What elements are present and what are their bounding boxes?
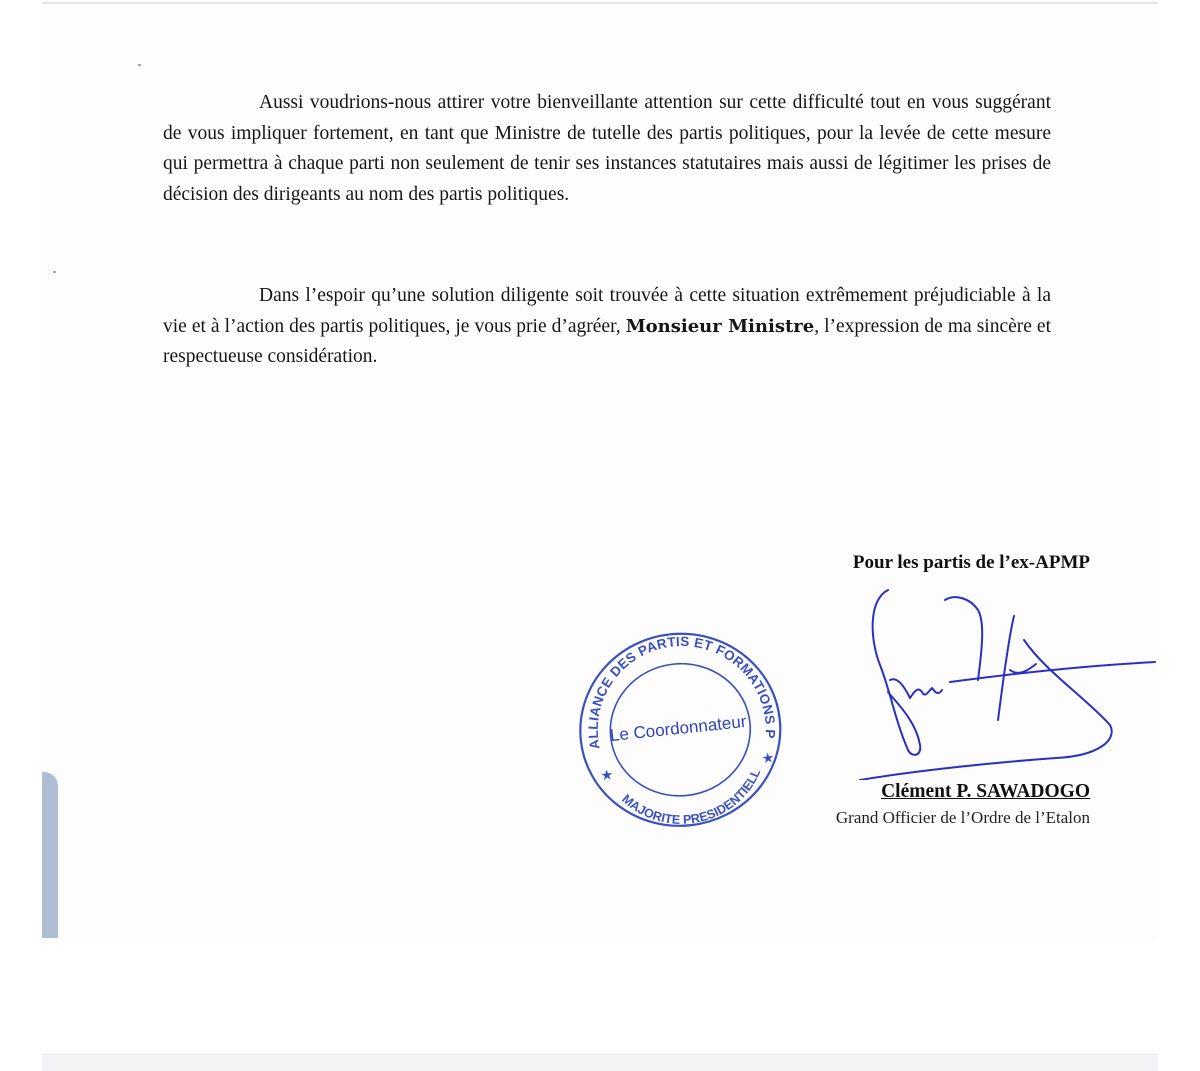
- stamp-star-icon: ★: [599, 767, 615, 785]
- body-paragraph-2: [163, 281, 1051, 373]
- body-paragraph-1: [163, 88, 1051, 210]
- sidebar-tab-handle[interactable]: [42, 772, 58, 938]
- paragraph-2-text-end: , l’expression de ma sincère et respectueuse considération.: [163, 315, 1052, 367]
- signer-title: Grand Officier de l’Ordre de l’Etalon: [835, 808, 1090, 827]
- scan-speck: [53, 271, 56, 273]
- next-page-edge: [42, 1054, 1158, 1071]
- paragraph-2-text-start: Dans l’espoir qu’une solution diligente soit trouvée à cette situation extrêmement préjudiciable à la vie et à l’action des partis politiques, je vous prie d’agréer,: [163, 285, 1051, 337]
- paragraph-1-text: Aussi voudrions-nous attirer votre bienveillante attention sur cette difficulté tout en vous suggérant de vous impliquer fortement, en tant que Ministre de tutelle des partis politiques, pour la levée de cette mesure qui permettra à chaque parti non seulement de tenir ses instances statutaires mais aussi de légitimer les prises de décision des dirigeants au nom des partis politiques.: [163, 92, 1051, 205]
- stamp-star-icon: ★: [761, 750, 776, 768]
- stamp-outer-text: ALLIANCE DES PARTIS ET FORMATIONS POLITIQUES: [585, 633, 778, 751]
- stamp-center-text: Le Coordonnateur: [609, 711, 748, 746]
- addressee-title: Monsieur Ministre: [625, 315, 815, 337]
- stamp-bottom-text: MAJORITE PRESIDENTIELLE: [619, 766, 764, 827]
- signature-for-line: Pour les partis de l’ex-APMP: [852, 552, 1090, 573]
- signer-name: Clément P. SAWADOGO: [881, 781, 1090, 802]
- handwritten-signature: [850, 580, 1160, 780]
- scan-speck: [138, 64, 141, 66]
